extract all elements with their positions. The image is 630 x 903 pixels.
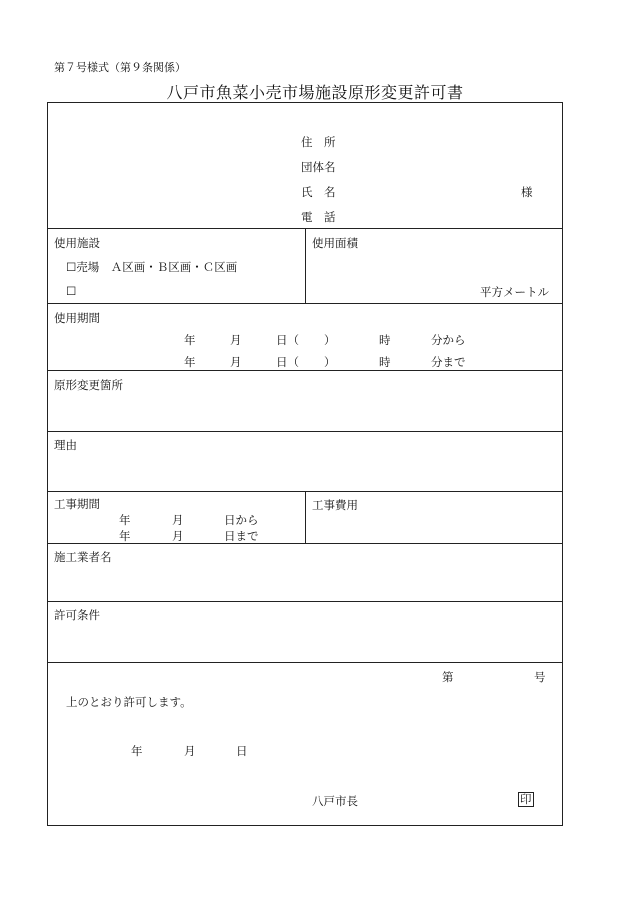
period-to-day: 日（ [276,355,299,369]
divider-facility-area [305,228,306,303]
contractor-label: 施工業者名 [54,550,112,564]
divider-period [47,370,563,371]
period-from-day: 日（ [276,333,299,347]
period-to-year: 年 [184,355,196,369]
facility-label: 使用施設 [54,236,100,250]
construction-cost-label: 工事費用 [312,498,358,512]
name-label: 氏 名 [301,185,336,199]
form-title: 八戸市魚菜小売市場施設原形変更許可書 [166,83,464,102]
area-unit: 平方メートル [480,285,549,299]
divider-facility [47,303,563,304]
divider-contractor [47,601,563,602]
period-to-month: 月 [230,355,242,369]
construction-to-month: 月 [172,529,184,543]
approval-date-day: 日 [236,744,248,758]
permit-number-suffix: 号 [534,670,546,684]
period-to-minute: 分まで [431,355,466,369]
approval-statement: 上のとおり許可します。 [66,695,192,709]
phone-label: 電 話 [301,210,336,224]
construction-period-label: 工事期間 [54,497,100,511]
organization-label: 団体名 [301,160,336,174]
conditions-label: 許可条件 [54,608,100,622]
divider-conditions [47,662,563,663]
honorific: 様 [521,185,533,199]
construction-from-year: 年 [119,513,131,527]
area-label: 使用面積 [312,236,358,250]
change-location-label: 原形変更箇所 [54,378,123,392]
divider-change-location [47,431,563,432]
divider-construction-cost [305,491,306,543]
official-seal: 印 [520,792,532,806]
period-from-paren: ） [324,333,336,347]
period-from-year: 年 [184,333,196,347]
period-to-paren: ） [324,355,336,369]
period-from-month: 月 [230,333,242,347]
form-number: 第７号様式（第９条関係） [54,61,186,74]
construction-from-month: 月 [172,513,184,527]
facility-option-blank: ☐ [66,284,77,298]
period-from-hour: 時 [379,333,391,347]
issuer-name: 八戸市長 [312,794,358,808]
period-label: 使用期間 [54,311,100,325]
permit-number-prefix: 第 [442,670,454,684]
construction-to-year: 年 [119,529,131,543]
period-to-hour: 時 [379,355,391,369]
construction-from-day: 日から [224,513,259,527]
address-label: 住 所 [301,135,336,149]
period-from-minute: 分から [431,333,466,347]
approval-date-month: 月 [184,744,196,758]
facility-option-market: ☐売場 Ａ区画・Ｂ区画・Ｃ区画 [66,260,238,274]
construction-to-day: 日まで [224,529,259,543]
reason-label: 理由 [54,438,77,452]
approval-date-year: 年 [131,744,143,758]
